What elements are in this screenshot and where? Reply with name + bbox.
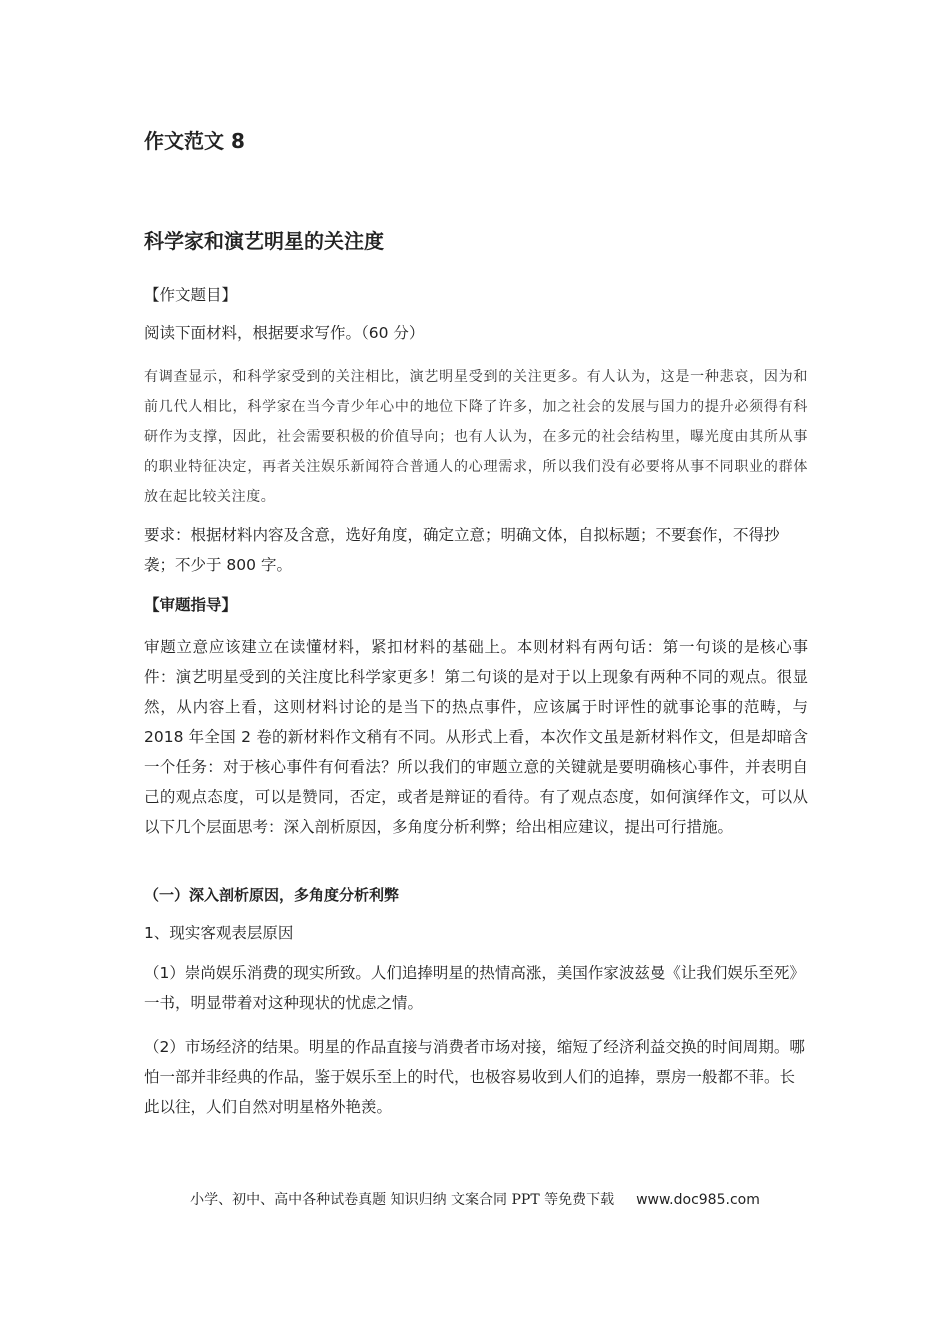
guide-paragraph: 审题立意应该建立在读懂材料，紧扣材料的基础上。本则材料有两句话：第一句谈的是核心事件：演艺明星受到的关注度比科学家更多！第二句谈的是对于以上现象有两种不同的观点。很显然，从内容上看，这则材料讨论的是当下的热点事件，应该属于时评性的就事论事的范畴，与 2018 年全国 2 卷的新材料作文稍有不同。从形式上看，本次作文虽是新材料作文，但是却暗含一个任务：对于核心事件有何看法？所以我们的审题立意的关键就是要明确核心事件，并表明自己的观点态度，可以是赞同，否定，或者是辩证的看待。有了观点态度，如何演绎作文，可以从以下几个层面思考：深入剖析原因，多角度分析利弊；给出相应建议，提出可行措施。 <box>144 638 808 836</box>
document-heading: 作文范文 8 <box>144 129 245 153</box>
instruction-text: 阅读下面材料，根据要求写作。（60 分） <box>144 324 425 342</box>
material-paragraph: 有调查显示，和科学家受到的关注相比，演艺明星受到的关注更多。有人认为，这是一种悲哀，因为和前几代人相比，科学家在当今青少年心中的地位下降了许多，加之社会的发展与国力的提升必须得有科研作为支撑，因此，社会需要积极的价值导向；也有人认为，在多元的社会结构里，曝光度由其所从事的职业特征决定，再者关注娱乐新闻符合普通人的心理需求，所以我们没有必要将从事不同职业的群体放在起比较关注度。 <box>144 369 808 505</box>
footer-link[interactable]: www.doc985.com <box>636 1192 760 1208</box>
point-paragraph-1: （1）崇尚娱乐消费的现实所致。人们追捧明星的热情高涨，美国作家波兹曼《让我们娱乐至死》一书，明显带着对这种现状的忧虑之情。 <box>144 964 805 1012</box>
page-footer <box>0 1188 950 1212</box>
essay-title: 科学家和演艺明星的关注度 <box>144 229 384 253</box>
point-heading: 1、现实客观表层原因 <box>144 924 294 942</box>
section-heading: （一）深入剖析原因，多角度分析利弊 <box>144 886 400 904</box>
point-paragraph-2: （2）市场经济的结果。明星的作品直接与消费者市场对接，缩短了经济利益交换的时间周期。哪怕一部并非经典的作品，鉴于娱乐至上的时代，也极容易收到人们的追捧，票房一般都不菲。长此以往，人们自然对明星格外艳羡。 <box>144 1038 805 1116</box>
footer-text: 小学、初中、高中各种试卷真题 知识归纳 文案合同 PPT 等免费下载 <box>190 1192 615 1208</box>
prompt-label: 【作文题目】 <box>144 286 238 304</box>
requirement-paragraph: 要求：根据材料内容及含意，选好角度，确定立意；明确文体，自拟标题；不要套作，不得抄袭；不少于 800 字。 <box>144 526 780 574</box>
guide-heading: 【审题指导】 <box>144 596 238 614</box>
